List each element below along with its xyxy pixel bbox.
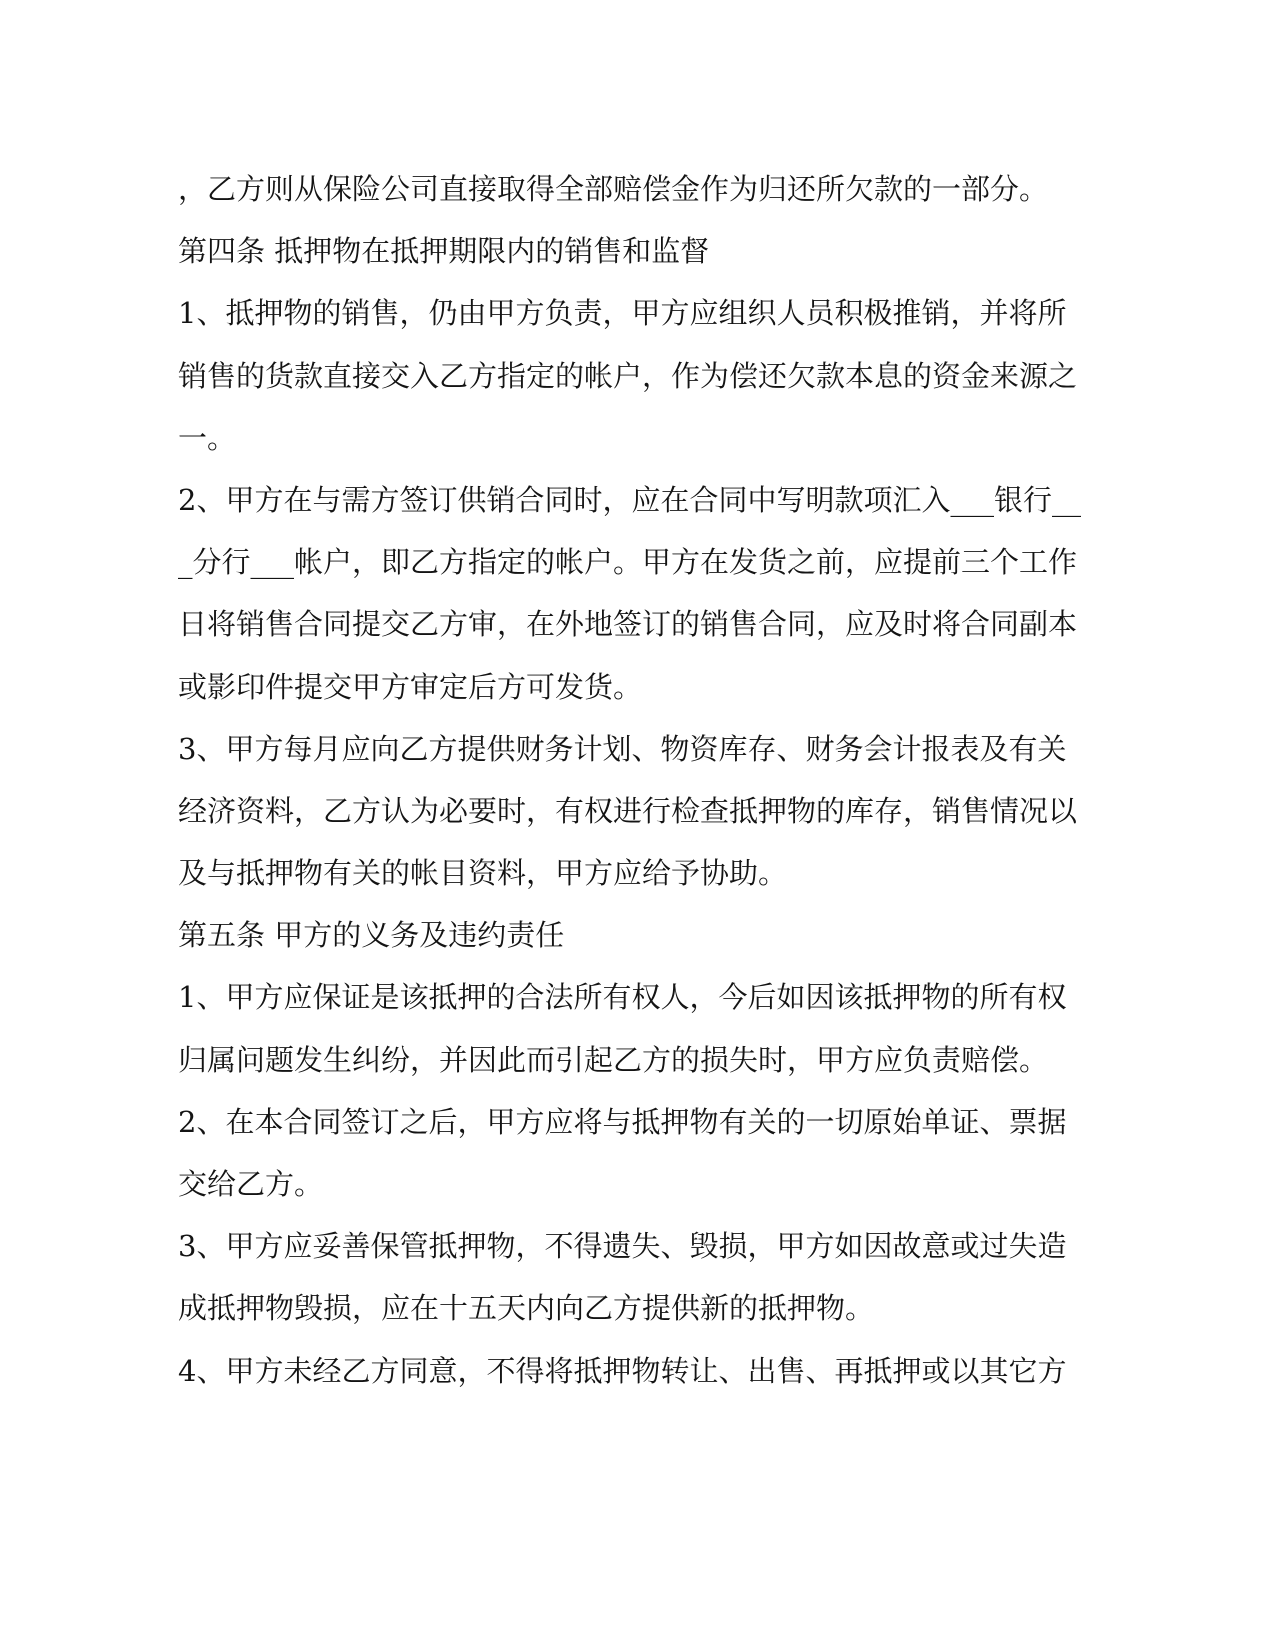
text-line: 成抵押物毁损，应在十五天内向乙方提供新的抵押物。 bbox=[178, 1291, 875, 1326]
text-line: 3、甲方应妥善保管抵押物，不得遗失、毁损，甲方如因故意或过失造 bbox=[178, 1229, 1067, 1264]
text-line: 1、甲方应保证是该抵押的合法所有权人，今后如因该抵押物的所有权 bbox=[178, 980, 1067, 1015]
text-line: 1、抵押物的销售，仍由甲方负责，甲方应组织人员积极推销，并将所 bbox=[178, 296, 1067, 331]
text-line: 4、甲方未经乙方同意，不得将抵押物转让、出售、再抵押或以其它方 bbox=[178, 1353, 1067, 1388]
text-line: _分行___帐户，即乙方指定的帐户。甲方在发货之前，应提前三个工作 bbox=[178, 545, 1078, 580]
document-body bbox=[178, 158, 1081, 1402]
text-line: 一。 bbox=[178, 420, 237, 455]
text-line: 2、甲方在与需方签订供销合同时，应在合同中写明款项汇入___银行__ bbox=[178, 482, 1081, 517]
text-line: 2、在本合同签订之后，甲方应将与抵押物有关的一切原始单证、票据 bbox=[178, 1104, 1067, 1139]
article-5-heading: 第五条 甲方的义务及违约责任 bbox=[178, 918, 565, 953]
text-line: 销售的货款直接交入乙方指定的帐户，作为偿还欠款本息的资金来源之 bbox=[178, 358, 1078, 393]
text-line: 归属问题发生纠纷，并因此而引起乙方的损失时，甲方应负责赔偿。 bbox=[178, 1042, 1049, 1077]
text-line: 经济资料，乙方认为必要时，有权进行检查抵押物的库存，销售情况以 bbox=[178, 793, 1078, 828]
text-line: 3、甲方每月应向乙方提供财务计划、物资库存、财务会计报表及有关 bbox=[178, 731, 1067, 766]
text-line: 及与抵押物有关的帐目资料，甲方应给予协助。 bbox=[178, 856, 788, 891]
text-line: ，乙方则从保险公司直接取得全部赔偿金作为归还所欠款的一部分。 bbox=[178, 172, 1049, 206]
text-line: 或影印件提交甲方审定后方可发货。 bbox=[178, 669, 643, 704]
article-4-heading: 第四条 抵押物在抵押期限内的销售和监督 bbox=[178, 234, 710, 269]
text-line: 交给乙方。 bbox=[178, 1167, 324, 1201]
text-line: 日将销售合同提交乙方审，在外地签订的销售合同，应及时将合同副本 bbox=[178, 607, 1078, 642]
